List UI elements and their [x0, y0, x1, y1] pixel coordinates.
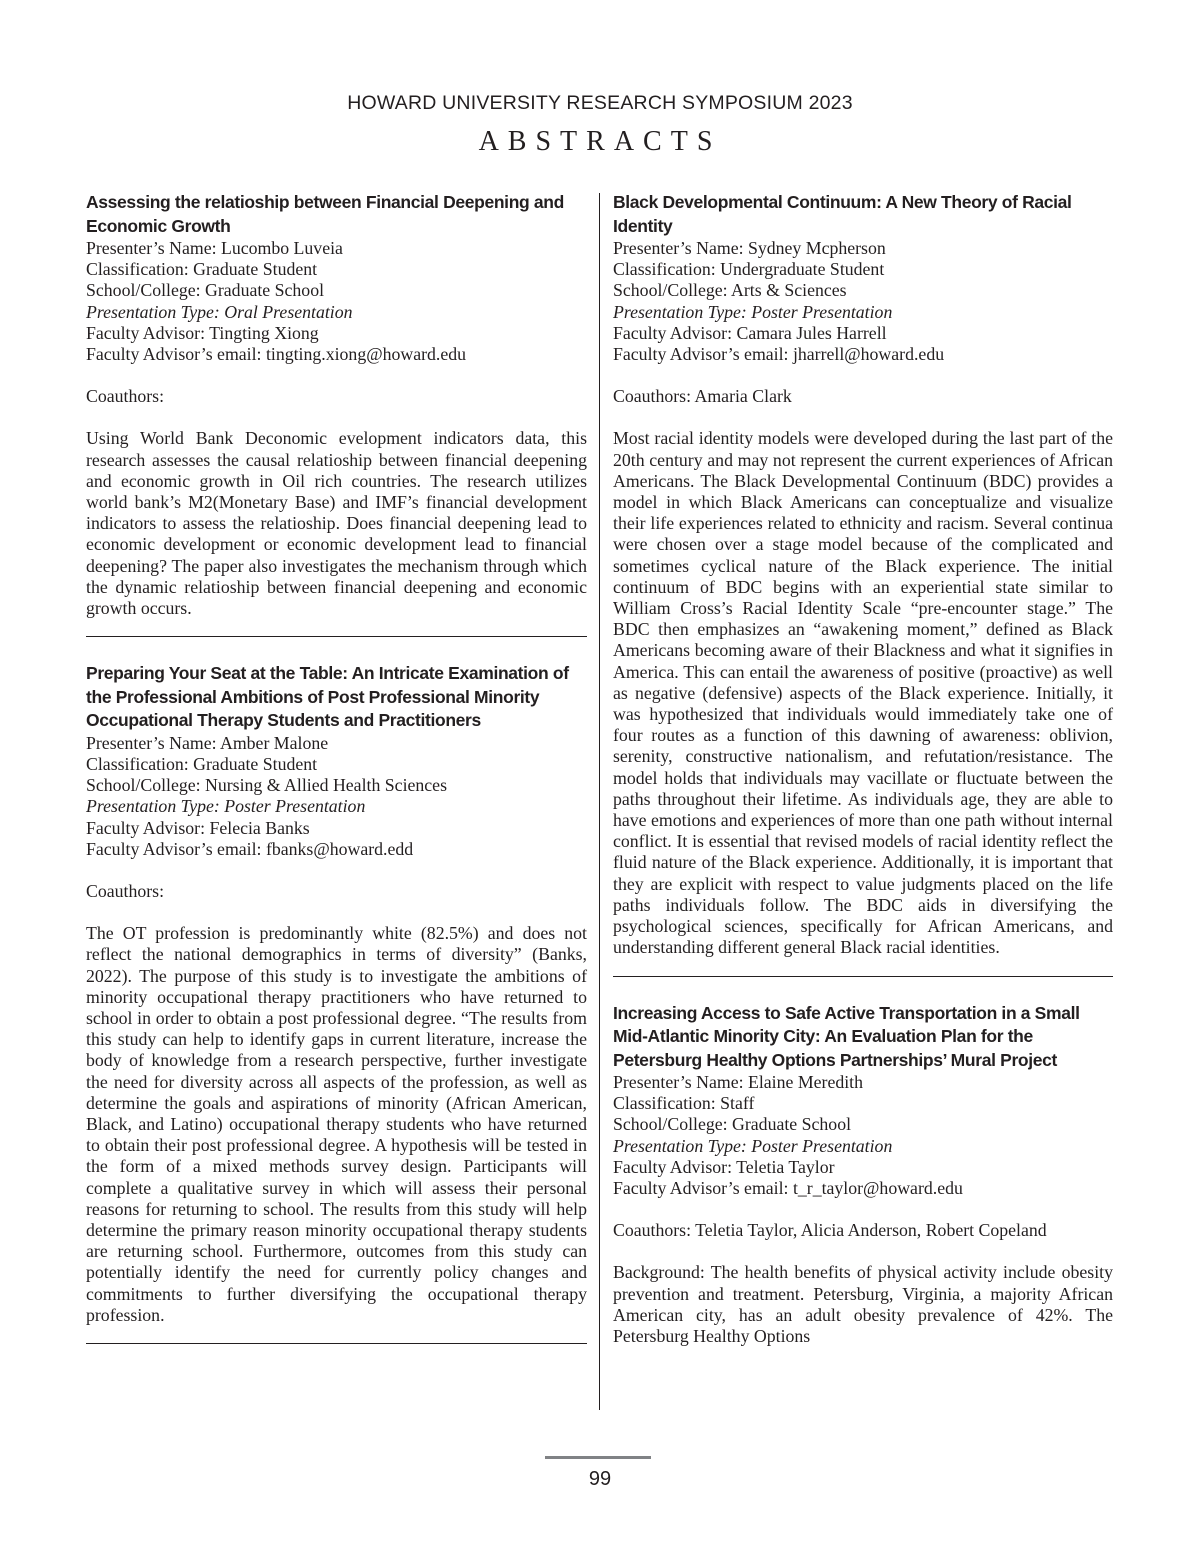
- page-number: 99: [588, 1468, 612, 1490]
- presenter-name: Presenter’s Name: Lucombo Luveia: [86, 238, 343, 258]
- school-college: School/College: Graduate School: [86, 280, 325, 301]
- abstract-title: Increasing Access to Safe Active Transportation in a Small Mid-Atlantic Minority City: An Evaluation Plan for the Petersburg Healthy Options Partnerships’ Mural Project: [613, 1002, 1080, 1070]
- faculty-advisor-email: Faculty Advisor’s email: fbanks@howard.edd: [86, 838, 414, 859]
- abstract-body: The OT profession is predominantly white (82.5%) and does not reflect the national demographics in terms of diversity” (Banks, 2022). The purpose of this study is to investigate the ambitions of minority occupational therapy practitioners who have returned to school in order to obtain a post professional degree. “The results from this study can help to identify gaps in current literature, increase the body of knowledge from a research perspective, further investigate the need for diversity across all aspects of the profession, as well as determine the goals and aspirations of minority (African American, Black, and Latino) occupational therapy students who have returned to obtain their post professional degree. A hypothesis will be tested in the form of a mixed methods survey design. Participants will complete a qualitative survey in which will assess their personal reasons for returning to school. The results from this study will help determine the primary reason minority occupational therapy students are returning school. Furthermore, outcomes from this study can potentially identify the need for currently policy changes and commitments to further diversifying the occupational therapy profession.: [86, 923, 587, 1325]
- classification: Classification: Staff: [613, 1093, 755, 1114]
- school-college: School/College: Nursing & Allied Health Sciences: [86, 775, 447, 796]
- faculty-advisor: Faculty Advisor: Teletia Taylor: [613, 1156, 835, 1177]
- presenter-name: Presenter’s Name: Amber Malone: [86, 732, 329, 753]
- presentation-type: Presentation Type: Oral Presentation: [86, 301, 353, 322]
- presentation-type: Presentation Type: Poster Presentation: [613, 1135, 893, 1156]
- symposium-title: HOWARD UNIVERSITY RESEARCH SYMPOSIUM 2023: [347, 92, 853, 114]
- coauthors: Coauthors: Teletia Taylor, Alicia Anderson, Robert Copeland: [613, 1220, 1047, 1241]
- abstract-body: Background: The health benefits of physical activity include obesity prevention and treatment. Petersburg, Virginia, a majority African American city, has an adult obesity prevalence of 42%. The Petersburg Healthy Options: [613, 1262, 1113, 1347]
- classification: Classification: Graduate Student: [86, 753, 318, 774]
- classification: Classification: Graduate Student: [86, 259, 318, 280]
- faculty-advisor-email: Faculty Advisor’s email: tingting.xiong@howard.edu: [86, 344, 467, 365]
- faculty-advisor-email: Faculty Advisor’s email: t_r_taylor@howard.edu: [613, 1178, 963, 1199]
- faculty-advisor: Faculty Advisor: Camara Jules Harrell: [613, 322, 887, 343]
- abstract-title: Preparing Your Seat at the Table: An Intricate Examination of the Professional Ambitions of Post Professional Minority Occupational Therapy Students and Practitioners: [86, 663, 569, 731]
- section-rule: [86, 1343, 587, 1344]
- faculty-advisor: Faculty Advisor: Tingting Xiong: [86, 322, 319, 343]
- abstract-entry: [86, 191, 587, 637]
- coauthors: Coauthors:: [86, 880, 165, 901]
- abstract-entry: [86, 662, 587, 1344]
- presenter-name: Presenter’s Name: Elaine Meredith: [613, 1072, 864, 1092]
- faculty-advisor-email: Faculty Advisor’s email: jharrell@howard.edu: [613, 344, 945, 365]
- school-college: School/College: Graduate School: [613, 1114, 852, 1135]
- abstract-body: Most racial identity models were developed during the last part of the 20th century and may not represent the current experiences of African Americans. The Black Developmental Continuum (BDC) provides a model in which Black Americans can conceptualize and visualize their life experiences related to ethnicity and racism. Several continua were chosen over a stage model because of the complicated and sometimes cyclical nature of the Black experience. The initial continuum of BDC begins with an experiential state similar to William Cross’s Racial Identity Scale “pre-encounter stage.” The BDC then emphasizes an “awakening moment,” defined as Black Americans becoming aware of their Blackness and what it signifies in America. This can entail the awareness of positive (proactive) as well as negative (defensive) aspects of the Black experience. Initially, it was hypothesized that individuals would immediately take one of four routes as a function of this dawning of awareness: oblivion, serenity, constructive nationalism, and refutation/resistance. The model holds that individuals may vacillate or fluctuate between the paths throughout their lifetime. As individuals age, they are able to have emotions and experiences of more than one path without internal conflict. It is essential that revised models of racial identity reflect the fluid nature of the Black experience. Additionally, it is important that they are explicit with respect to value judgments placed on the life paths individuals follow. The BDC aids in diversifying the psychological sciences, specifically for African Americans, and understanding different general Black racial identities.: [613, 428, 1113, 958]
- presentation-type: Presentation Type: Poster Presentation: [86, 796, 366, 817]
- abstract-title: Assessing the relatioship between Financial Deepening and Economic Growth: [86, 192, 564, 236]
- section-rule: [613, 976, 1113, 977]
- coauthors: Coauthors: Amaria Clark: [613, 386, 792, 407]
- abstract-entry: [613, 191, 1113, 977]
- faculty-advisor: Faculty Advisor: Felecia Banks: [86, 817, 310, 838]
- right-column: [613, 191, 1113, 1347]
- column-divider: [599, 193, 600, 1410]
- left-column: [86, 191, 587, 1344]
- presentation-type: Presentation Type: Poster Presentation: [613, 301, 893, 322]
- classification: Classification: Undergraduate Student: [613, 259, 885, 280]
- presenter-name: Presenter’s Name: Sydney Mcpherson: [613, 238, 886, 258]
- coauthors: Coauthors:: [86, 386, 165, 407]
- footer-rule: [545, 1456, 651, 1459]
- section-rule: [86, 636, 587, 637]
- abstract-title: Black Developmental Continuum: A New Theory of Racial Identity: [613, 192, 1072, 236]
- section-title: ABSTRACTS: [478, 126, 722, 157]
- abstract-body: Using World Bank Deconomic evelopment indicators data, this research assesses the causal relatioship between financial deepening and economic growth in Oil rich countries. The research utilizes world bank’s M2(Monetary Base) and IMF’s financial development indicators to assess the relatioship. Does financial deepening lead to economic development or economic development lead to financial deepening? The paper also investigates the mechanism through which the dynamic relatioship between financial deepening and economic growth occurs.: [86, 428, 587, 619]
- school-college: School/College: Arts & Sciences: [613, 280, 847, 301]
- abstract-entry: [613, 1002, 1113, 1348]
